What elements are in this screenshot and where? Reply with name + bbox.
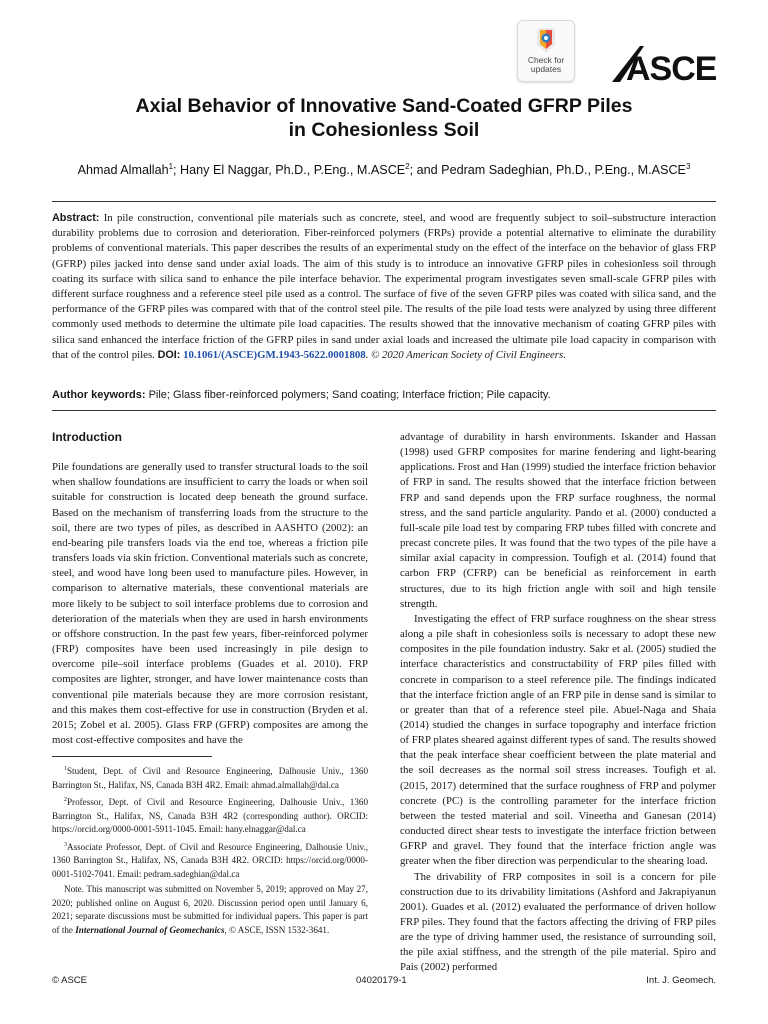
copyright-notice: . © 2020 American Society of Civil Engineers.	[365, 348, 566, 361]
footnote-2: $^2$Professor, Dept. of Civil and Resource Engineering, Dalhousie Univ., 1360 Barrington St., Halifax, NS, Canada B3H 4R2 (corresponding author). ORCID: https://orcid.org/0000-0001-5911-1045. Email: hany.elnaggar@dal.ca	[52, 797, 368, 835]
right-paragraph-2: Investigating the effect of FRP surface roughness on the shear stress along a pile shaft in cohesionless soils is necessary to adopt these new composites in the pile foundation industry. Sakr et al. (2005) studied the interface characteristics and constructability of FRP piles filled with concrete in comparison to a steel reference pile. The findings indicated that the interface friction angle of an FRP pile in dense sand is similar to or greater than that of a reference steel pile. Abuel-Naga and Shaia (2014) studied the changes in surface topography and interface friction of FRP plates sheared against different types of sand. The results showed that the peak interface shear coefficient between the plate material and the soil decreases as the normal soil stress increases. Toufigh et al. (2015, 2017) determined that the surface roughness of FRP and polymer concrete (PC) is the controlling parameter for the interface friction between the tested material and soil. Vineetha and Ganesan (2014) conducted direct shear tests to investigate the interface friction between GFRP and gravel. They found that the interface friction angle was greater when the fiber direction was perpendicular to the shearing load.	[400, 612, 716, 868]
manuscript-note: Note. This manuscript was submitted on November 5, 2019; approved on May 27, 2020; published online on August 6, 2020. Discussion period open until January 6, 2021; separate discussions must be submitted for individual papers. This paper is part of the International Journal of Geomechanics, © ASCE, ISSN 1532-3641.	[52, 884, 368, 935]
keywords-bottom-rule	[52, 410, 716, 411]
abstract-heading: Abstract:	[52, 212, 100, 224]
abstract: Abstract: In pile construction, conventional pile materials such as concrete, steel, and wood are frequently subject to soil–substructure interaction durability problems due to corrosion and deterioration. Fiber-reinforced polymers (FRPs) provide a potential alternative to eliminate the durability problems of conventional materials. This paper describes the results of an experimental study on the effect of the interface on the behavior of glass FRP (GFRP) piles jacked into dense sand under axial loads. The aim of this study is to introduce an innovative GFRP piles in cohesionless soil through coating its surface with silica sand to enhance the pile interface behavior. The experimental program investigates seven small-scale GFRP piles with different surface roughness and a reference steel pile used as a control. The surface of five of the seven GFRP piles was coated with silica sand, and the performance of the GFRP piles was compared with that of the control steel pile. The results of the pile load tests were analyzed by using three different commonly used methods to determine the ultimate pile load capacities. The results showed that the innovative mechanism of coating GFRP piles with silica sand enhanced the interface friction of the GFRP piles in sand under axial loads and increased the ultimate pile load capacity in comparison with that of the control piles. DOI: 10.1061/(ASCE)GM.1943-5622.0001808. © 2020 American Society of Civil Engineers.	[52, 212, 716, 361]
footnotes	[52, 756, 368, 939]
footer-article-number: 04020179-1	[356, 975, 407, 986]
article-title-line2: in Cohesionless Soil	[288, 119, 480, 141]
author-keywords	[52, 388, 716, 403]
author-3: ; and Pedram Sadeghian, Ph.D., P.Eng., M.ASCE	[409, 163, 686, 178]
asce-logo-text: ASCE	[626, 50, 716, 84]
abstract-top-rule	[52, 201, 716, 202]
footer-journal: Int. J. Geomech.	[646, 975, 716, 986]
crossmark-icon	[534, 27, 558, 55]
keywords-heading: Author keywords:	[52, 389, 146, 401]
author-list: Ahmad Almallah$^1$; Hany El Naggar, Ph.D., P.Eng., M.ASCE$^2$; and Pedram Sadeghian, Ph.D., P.Eng., M.ASCE$^3$	[77, 162, 691, 178]
article-title	[60, 94, 708, 142]
right-paragraph-1: advantage of durability in harsh environments. Iskander and Hassan (1998) used GFRP composites for marine fendering and light-bearing applications. Frost and Han (1999) studied the interface friction behavior of FRP in sand. The results showed that the interface friction between FRP and sand depends upon the FRP surface roughness, the normal stress, and the sand particle angularity. Pando et al. (2000) conducted a full-scale pile load test by comparing FRP tubes filled with concrete and precast concrete piles. It was found that the two types of the pile have a similar axial capacity in compression. Toufigh et al. (2014) found that carbon FRP (CFRP) can be beneficial as reinforcement in earth structures, due to its high friction angle with soil and high tensile strength.	[400, 431, 716, 610]
article-title-line1: Axial Behavior of Innovative Sand-Coated GFRP Piles	[135, 95, 633, 117]
left-column	[52, 430, 368, 748]
right-column	[400, 430, 716, 976]
abstract-body: In pile construction, conventional pile materials such as concrete, steel, and wood are frequently subject to soil–substructure interaction durability problems due to corrosion and deterioration. Fiber-reinforced polymers (FRPs) provide a potential alternative to eliminate the durability problems of conventional materials. This paper describes the results of an experimental study on the effect of the interface on the behavior of glass FRP (GFRP) piles jacked into dense sand under axial loads. The aim of this study is to introduce an innovative GFRP piles in cohesionless soil through coating its surface with silica sand to enhance the pile interface behavior. The experimental program investigates seven small-scale GFRP piles with different surface roughness and a reference steel pile used as a control. The surface of five of the seven GFRP piles was coated with silica sand, and the performance of the GFRP piles was compared with that of the control steel pile. The results of the pile load tests were analyzed by using three different commonly used methods to determine the ultimate pile load capacities. The results showed that the innovative mechanism of coating GFRP piles with silica sand enhanced the interface friction of the GFRP piles in sand under axial loads and increased the ultimate pile load capacity in comparison with that of the control piles.	[52, 212, 716, 361]
intro-paragraph-1: Pile foundations are generally used to transfer structural loads to the soil when shallow foundations are insufficient to carry the loads or when soil suitable for construction is located deep beneath the ground surface. Based on the mechanism of transferring loads from the structure to the soil, there are two types of piles, as described in AASHTO (2002): an end-bearing pile transfers loads via the end toe, whereas a friction pile transfers loads via skin friction. Conventional materials such as concrete, steel, and wood have long been used to manufacture piles. However, in comparison to alternative materials, these conventional materials are more likely to be subject to soil interface problems due to corrosion and deterioration of the materials when they are used in harsh environments or offshore construction. In the past few years, fiber-reinforced polymer (FRP) composites have been used increasingly in pile design to overcome pile–soil interface problems (Guades et al. 2010). FRP composites are lighter, stronger, and have lower maintenance costs than conventional pile materials because they are more corrosion resistant, and this makes them cost-effective for use in construction (Bryden et al. 2015; Zobel et al. 2005). Glass FRP (GFRP) composites are among the most cost-effective composites and have the	[52, 461, 368, 746]
footnote-1: $^1$Student, Dept. of Civil and Resource Engineering, Dalhousie Univ., 1360 Barrington St., Halifax, NS, Canada B3H 4R2. Email: ahmad.almallah@dal.ca	[52, 766, 368, 790]
author-1: Ahmad Almallah	[77, 163, 169, 178]
author-2: ; Hany El Naggar, Ph.D., P.Eng., M.ASCE	[173, 163, 406, 178]
section-heading-introduction: Introduction	[52, 430, 122, 444]
footer-copyright: © ASCE	[52, 975, 87, 986]
asce-logo	[610, 42, 716, 84]
footnote-separator	[52, 756, 212, 757]
right-paragraph-3: The drivability of FRP composites in soil is a concern for pile construction due to its drivability limitations (Ashford and Jakrapiyanun 2001). Guades et al. (2012) evaluated the performance of driven hollow FRP piles. They found that the factors affecting the driving of FRP piles are the type of driving hammer used, the resistance of surrounding soil, the pile axial stiffness, and the strength of the pile material. Spiro and Pais (2002) performed	[400, 870, 716, 974]
check-for-updates-label: Check for updates	[527, 55, 565, 74]
footnote-3: $^3$Associate Professor, Dept. of Civil and Resource Engineering, Dalhousie Univ., 1360 Barrington St., Halifax, NS, Canada B3H 4R2. ORCID: https://orcid.org/0000-0001-5102-7041. Email: pedram.sadeghian@dal.ca	[52, 841, 368, 879]
doi-link[interactable]: 10.1061/(ASCE)GM.1943-5622.0001808	[183, 348, 366, 361]
keywords-body: Pile; Glass fiber-reinforced polymers; Sand coating; Interface friction; Pile capacity.	[145, 389, 551, 401]
check-for-updates-badge[interactable]	[517, 20, 575, 82]
